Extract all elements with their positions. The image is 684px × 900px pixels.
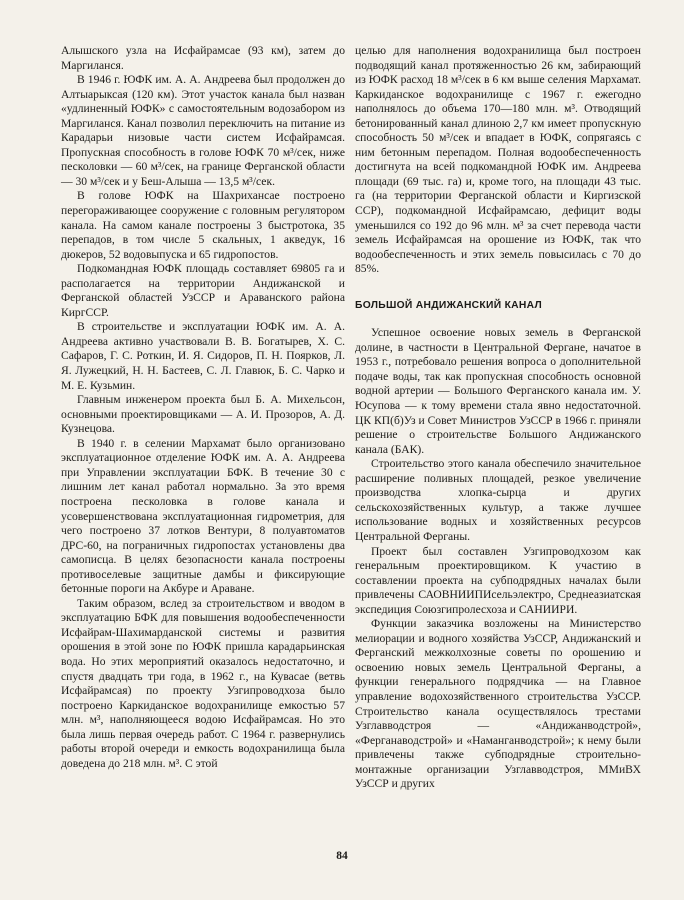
section-heading: БОЛЬШОЙ АНДИЖАНСКИЙ КАНАЛ: [355, 299, 543, 311]
paragraph: В 1946 г. ЮФК им. А. А. Андреева был продолжен до Алтыарыксая (120 км). Этот участок канала был назван «удлиненный ЮФК» с самостоятельным водозабором из Маргиланся. Канал позволил переключить на питание из Карадарьи низовые части систем Исфайрамсая. Пропускная способность в голове ЮФК 70 м³/сек, ниже песколовки — 60 м³/сек, на границе Ферганской области — 30 м³/сек и у Беш-Алыша — 13,5 м³/сек.: [61, 73, 345, 188]
paragraph: Главным инженером проекта был Б. А. Михельсон, основными проектировщиками — А. И. Прозоров, А. Д. Кузнецова.: [61, 393, 345, 436]
paragraph: Функции заказчика возложены на Министерство мелиорации и водного хозяйства УзССР, Андижанский и Ферганский межколхозные советы по орошению и освоению новых земель Центральной Ферганы, а функции генерального подрядчика — на Главное управление водохозяйственного строительства УзССР. Строительство канала осуществлялось трестами Узглавводстроя — «Андижанводстрой», «Ферганаводстрой» и «Наманганводстрой»; к нему были привлечены также субподрядные строительно-монтажные организации Узглавводстроя, ММиВХ УзССР и других: [355, 617, 641, 791]
paragraph: В 1940 г. в селении Мархамат было организовано эксплуатационное отделение ЮФК им. А. А. Андреева при Управлении эксплуатации БФК. В течение 30 с лишним лет канал работал нормально. За это время построена песколовка в голове канала и усовершенствована эксплуатационная гидрометрия, для чего построено 37 лотков Вентури, 8 полуавтоматов ДРС-60, на пограничных гидропостах установлены два самописца. В целях безопасности канала построены противоселевые защитные дамбы и фиксирующие бетонные пороги на Акбуре и Араване.: [61, 436, 345, 596]
paragraph: Алышского узла на Исфайрамсае (93 км), затем до Маргиланся.: [61, 44, 345, 72]
paragraph: В строительстве и эксплуатации ЮФК им. А. А. Андреева активно участвовали В. В. Богатырев, Х. С. Сафаров, Г. С. Роткин, И. Я. Сидоров, П. Н. Поярков, Л. Я. Лужецкий, Н. Н. Бастеев, С. Л. Главюк, Б. С. Чарко и М. Е. Кузьмин.: [61, 320, 345, 392]
paragraph: Строительство этого канала обеспечило значительное расширение поливных площадей, резкое увеличение производства хлопка-сырца и других сельскохозяйственных культур, а также лучшее использование водных и хозяйственных ресурсов Центральной Ферганы.: [355, 457, 641, 543]
paragraph: В голове ЮФК на Шахрихансае построено перегораживающее сооружение с головным регулятором канала. На самом канале построены 3 быстротока, 35 перепадов, в том числе 5 скальных, 1 акведук, 16 дюкеров, 52 водовыпуска и 65 гидропостов.: [61, 189, 345, 261]
paragraph: Подкомандная ЮФК площадь составляет 69805 га и располагается на территории Андижанской и Ферганской областей УзССР и Араванского района КиргССР.: [61, 262, 345, 319]
paragraph: Успешное освоение новых земель в Ферганской долине, в частности в Центральной Фергане, начатое в 1953 г., потребовало решения вопроса о дополнительной подаче воды, так как пропускная способность основной водной артерии — Большого Ферганского канала им. У. Юсупова — к тому времени стала явно недостаточной. ЦК КП(б)Уз и Совет Министров УзССР в 1966 г. приняли решение о строительстве Большого Андижанского канала (БАК).: [355, 326, 641, 456]
paragraph: Таким образом, вслед за строительством и вводом в эксплуатацию БФК для повышения водообеспеченности Исфайрам-Шахимарданской системы и развития орошения в этой зоне по ЮФК пришла карадарьинская вода. Но этих мероприятий оказалось недостаточно, и спустя двадцать три года, в 1962 г., на Кувасае (ветвь Исфайрамсая) по проекту Узгипроводхоза было построено Каркиданское водохранилище емкостью 57 млн. м³, наполняющееся водою Исфайрамсая. Но это была лишь первая очередь работ. С 1964 г. развернулись работы второй очереди и емкость водохранилища была доведена до 218 млн. м³. С этой: [61, 596, 345, 770]
left-column: [61, 44, 345, 771]
paragraph: Проект был составлен Узгипроводхозом как генеральным проектировщиком. К участию в составлении проекта на субподрядных началах были привлечены САОВНИИПИсельэлектро, Среднеазиатская экспедиция Союзгипролесхоза и САНИИРИ.: [355, 544, 641, 616]
page-number: 84: [336, 850, 348, 862]
paragraph: целью для наполнения водохранилища был построен подводящий канал протяженностью 26 км, забирающий из ЮФК расход 18 м³/сек в 6 км выше селения Мархамат. Каркиданское водохранилище с 1967 г. ежегодно наполнялось до объема 170—180 млн. м³. Отводящий бетонированный канал длиною 2,7 км имеет пропускную способность 50 м³/сек и впадает в ЮФК, сопрягаясь с ним бетонным перепадом. Полная водообеспеченность достигнута на всей подкомандной ЮФК им. Андреева площади (69 тыс. га) и, кроме того, на площади 43 тыс. га (на территории Ферганской области и Киргизской ССР), подкомандной Исфайрамсаю, дефицит воды уменьшился со 192 до 96 млн. м³ за счет перевода части земель Исфайрамсая на орошение из ЮФК, так что водообеспеченность и этих земель повысилась с 70 до 85%.: [355, 44, 641, 276]
right-column: [355, 44, 641, 792]
